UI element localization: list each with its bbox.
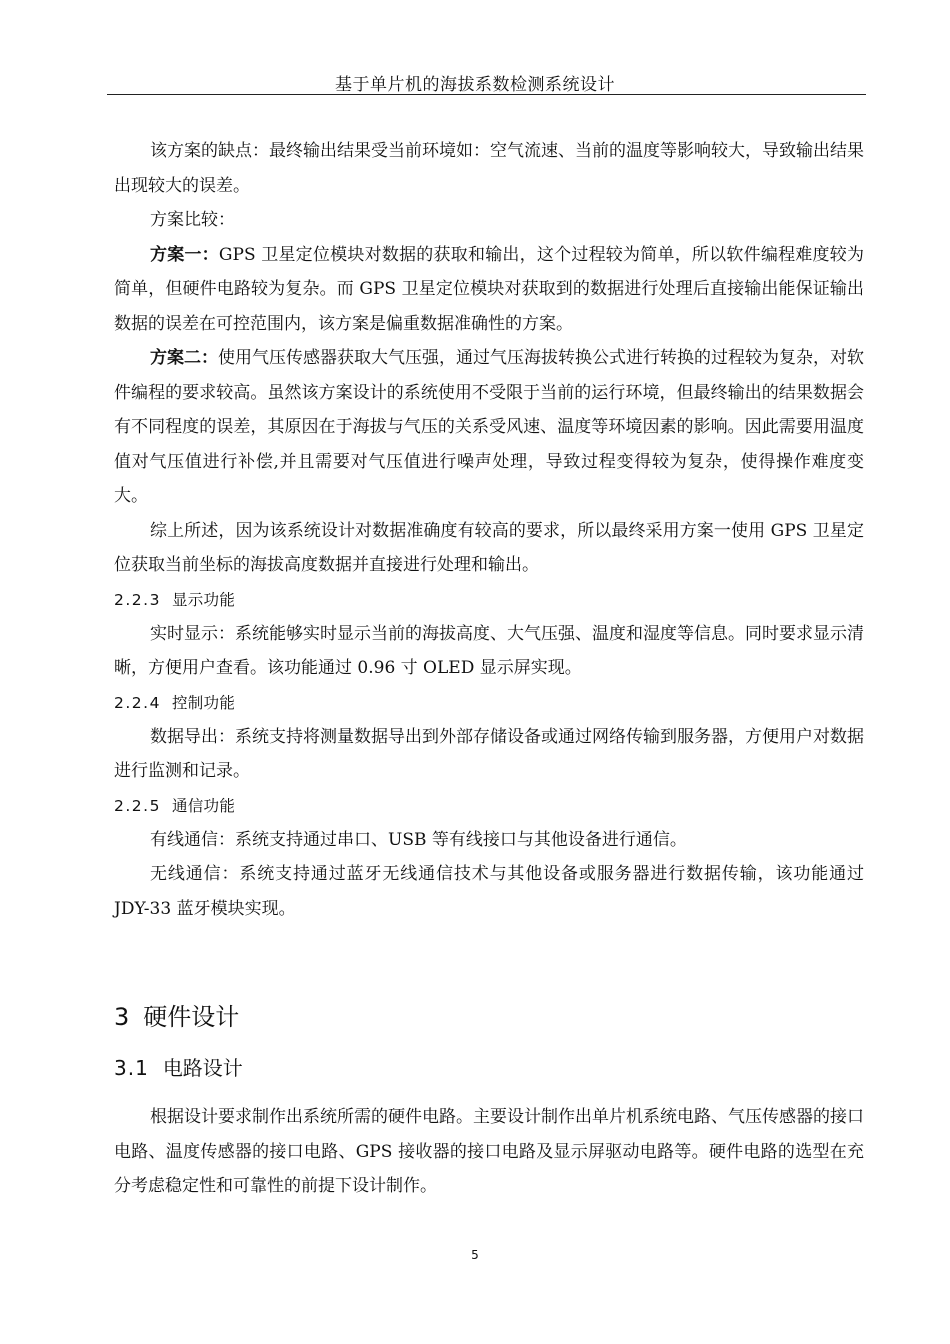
chapter-3-body (114, 1100, 864, 1204)
heading-title: 显示功能 (171, 590, 236, 609)
running-header: 基于单片机的海拔系数检测系统设计 (335, 75, 615, 95)
paragraph-option-two (114, 341, 864, 514)
heading-title: 控制功能 (171, 693, 236, 712)
heading-title: 电路设计 (162, 1056, 243, 1080)
chapter-title: 硬件设计 (143, 1003, 240, 1031)
paragraph-wired: 有线通信：系统支持通过串口、USB 等有线接口与其他设备进行通信。 (150, 829, 687, 850)
heading-3-1 (114, 1051, 243, 1085)
chapter-3-heading (114, 1000, 239, 1034)
heading-number: 2.2.4 (114, 693, 161, 712)
chapter-number: 3 (114, 1003, 130, 1031)
paragraph-display: 实时显示：系统能够实时显示当前的海拔高度、大气压强、温度和湿度等信息。同时要求显示清晰，方便用户查看。该功能通过 0.96 寸 OLED 显示屏实现。 (114, 623, 864, 678)
heading-2-2-4 (114, 686, 864, 720)
heading-2-2-5 (114, 789, 864, 823)
heading-2-2-3 (114, 583, 864, 617)
paragraph-comparison-intro: 方案比较： (150, 210, 235, 230)
heading-title: 通信功能 (171, 796, 236, 815)
paragraph-circuit-design: 根据设计要求制作出系统所需的硬件电路。主要设计制作出单片机系统电路、气压传感器的接口电路、温度传感器的接口电路、GPS 接收器的接口电路及显示屏驱动电路等。硬件电路的选型在充分考虑稳定性和可靠性的前提下设计制作。 (114, 1107, 864, 1196)
header-rule (107, 94, 866, 95)
page-number: 5 (471, 1248, 479, 1262)
paragraph-control: 数据导出：系统支持将测量数据导出到外部存储设备或通过网络传输到服务器，方便用户对数据进行监测和记录。 (114, 726, 864, 781)
paragraph-drawback: 该方案的缺点：最终输出结果受当前环境如：空气流速、当前的温度等影响较大，导致输出结果出现较大的误差。 (114, 141, 864, 196)
heading-number: 2.2.3 (114, 590, 161, 609)
body-text (114, 134, 864, 926)
option-two-text: 使用气压传感器获取大气压强，通过气压海拔转换公式进行转换的过程较为复杂，对软件编程的要求较高。虽然该方案设计的系统使用不受限于当前的运行环境，但最终输出的结果数据会有不同程度的误差，其原因在于海拔与气压的关系受风速、温度等环境因素的影响。因此需要用温度值对气压值进行补偿,并且需要对气压值进行噪声处理，导致过程变得较为复杂，使得操作难度变大。 (114, 348, 864, 506)
heading-number: 3.1 (114, 1056, 149, 1080)
option-one-label: 方案一： (150, 244, 219, 265)
heading-number: 2.2.5 (114, 796, 161, 815)
paragraph-wireless: 无线通信：系统支持通过蓝牙无线通信技术与其他设备或服务器进行数据传输，该功能通过 JDY-33 蓝牙模块实现。 (114, 864, 864, 919)
option-two-label: 方案二： (150, 348, 218, 368)
paragraph-option-one (114, 238, 864, 342)
option-one-text: GPS 卫星定位模块对数据的获取和输出，这个过程较为简单，所以软件编程难度较为简单，但硬件电路较为复杂。而 GPS 卫星定位模块对获取到的数据进行处理后直接输出能保证输出数据的误差在可控范围内，该方案是偏重数据准确性的方案。 (114, 244, 864, 334)
paragraph-conclusion: 综上所述，因为该系统设计对数据准确度有较高的要求，所以最终采用方案一使用 GPS 卫星定位获取当前坐标的海拔高度数据并直接进行处理和输出。 (114, 520, 864, 575)
